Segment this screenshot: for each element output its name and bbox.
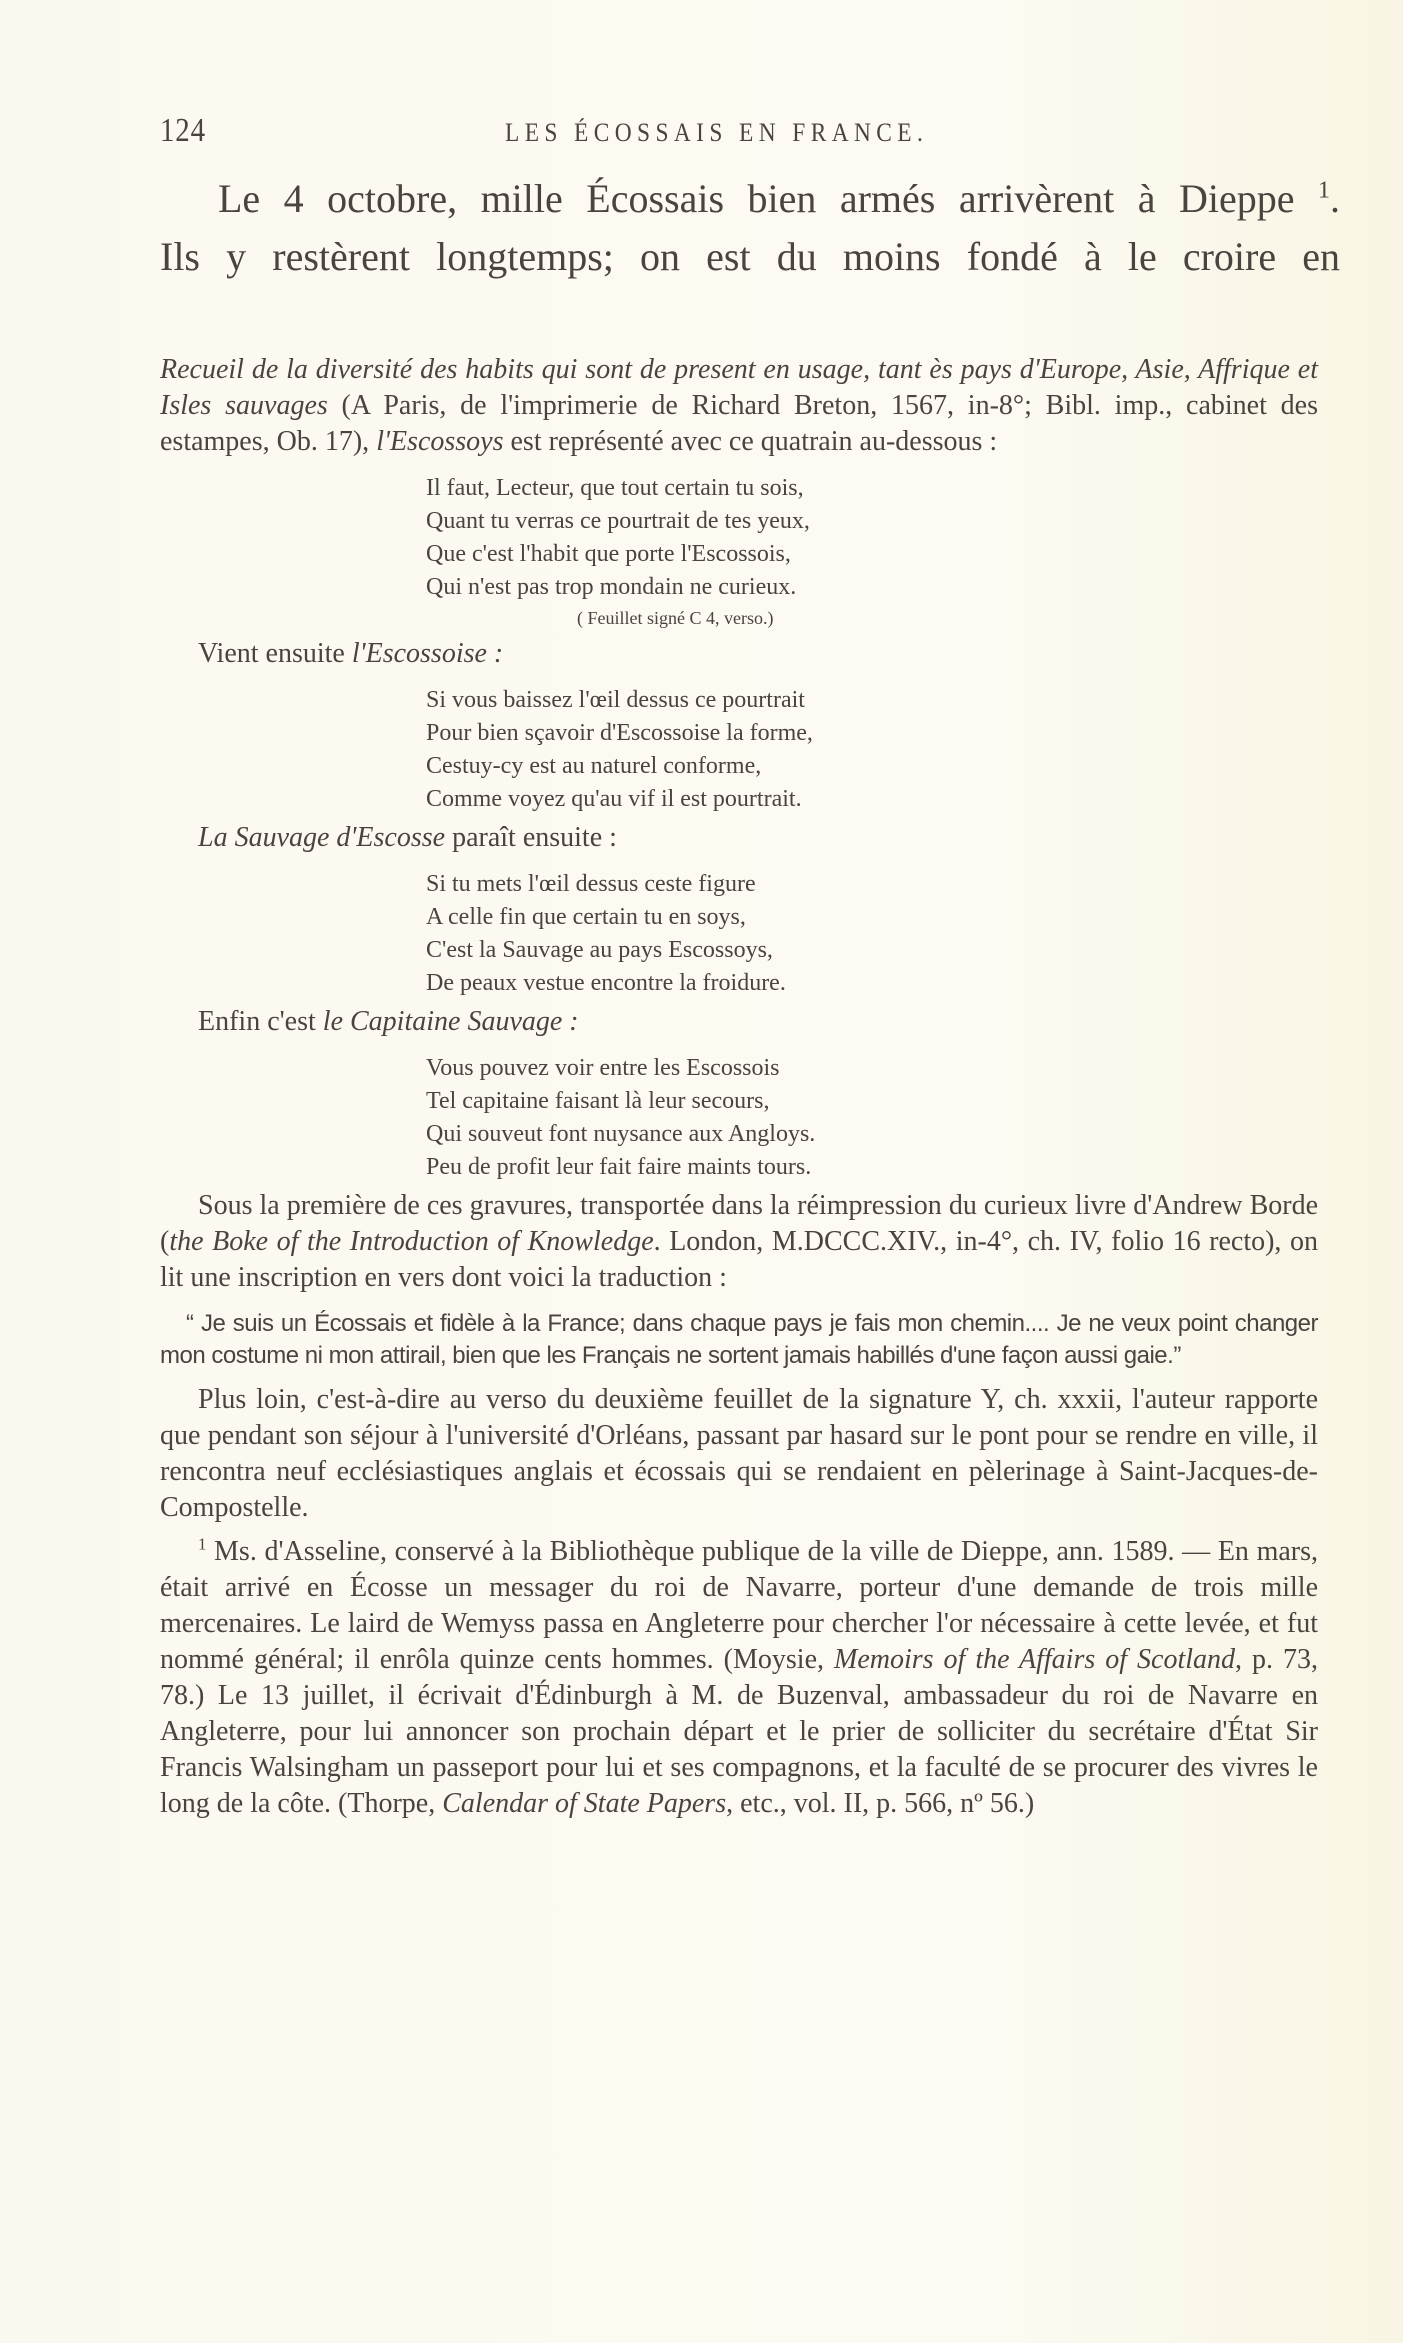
- orleans-paragraph: Plus loin, c'est-à-dire au verso du deuxième feuillet de la signature Y, ch. xxxii, l'auteur rapporte que pendant son séjour à l'université d'Orléans, passant par hasard sur le pont pour se rendre en ville, il rencontra neuf ecclésiastiques anglais et écossais qui se rendaient en pèlerinage à Saint-Jacques-de-Compostelle.: [160, 1384, 1318, 1523]
- verse-line: Quant tu verras ce pourtrait de tes yeux,: [426, 508, 810, 534]
- thorpe-title: Calendar of State Papers: [442, 1788, 727, 1819]
- page-number: 124: [160, 112, 206, 149]
- quatrain-escossoise: [426, 684, 1318, 816]
- verse-line: De peaux vestue encontre la froidure.: [426, 970, 786, 996]
- verse-line: Si vous baissez l'œil dessus ce pourtrait: [426, 687, 805, 713]
- footnote-1: $^1$ Ms. d'Asseline, conservé à la Bibliothèque publique de la ville de Dieppe, ann. 1589. — En mars, était arrivé en Écosse un messager du roi de Navarre, porteur d'une demande de trois mille mercenaires. Le laird de Wemyss passa en Angleterre pour chercher l'or nécessaire à cette levée, et fut nommé général; il enrôla quinze cents hommes. (Moysie, Memoirs of the Affairs of Scotland, p. 73, 78.) Le 13 juillet, il écrivait d'Édinburgh à M. de Buzenval, ambassadeur du roi de Navarre en Angleterre, pour lui annoncer son prochain départ et le prier de solliciter du secrétaire d'État Sir Francis Walsingham un passeport pour lui et ses compagnons, et la faculté de se procurer des vivres le long de la côte. (Thorpe, Calendar of State Papers, etc., vol. II, p. 566, nº 56.): [160, 1534, 1319, 1819]
- moysie-title: Memoirs of the Affairs of Scotland: [834, 1644, 1236, 1675]
- quatrain-sauvage: [426, 868, 1318, 1000]
- quatrain-capitaine: [426, 1052, 1318, 1184]
- verse-line: C'est la Sauvage au pays Escossoys,: [426, 937, 773, 963]
- main-text-line-2: Ils y restèrent longtemps; on est du moins fondé à le croire en: [160, 234, 1340, 279]
- verse-line: Cestuy-cy est au naturel conforme,: [426, 753, 762, 779]
- verse-line: A celle fin que certain tu en soys,: [426, 904, 746, 930]
- verse-line: Si tu mets l'œil dessus ceste figure: [426, 871, 756, 897]
- main-text-line-1: Le 4 octobre, mille Écossais bien armés arrivèrent à Dieppe $^1$.: [218, 176, 1340, 221]
- figure-name: l'Escossoys: [376, 426, 504, 457]
- verse-line: Comme voyez qu'au vif il est pourtrait.: [426, 786, 802, 812]
- borde-book-title: the Boke of the Introduction of Knowledge: [169, 1226, 654, 1257]
- borde-paragraph: Sous la première de ces gravures, transportée dans la réimpression du curieux livre d'Andrew Borde (the Boke of the Introduction of Knowledge. London, M.DCCC.XIV., in-4°, ch. IV, folio 16 recto), on lit une inscription en vers dont voici la traduction :: [160, 1190, 1318, 1293]
- quatrain-escossoys: [426, 472, 1318, 632]
- verse-line: Qui n'est pas trop mondain ne curieux.: [426, 574, 797, 600]
- verse-line: Tel capitaine faisant là leur secours,: [426, 1088, 770, 1114]
- verse-signature: ( Feuillet signé C 4, verso.): [577, 608, 774, 628]
- book-title: Recueil de la diversité des habits qui sont de present en usage, tant ès pays d'Europe, Asie, Affrique et Isles sauvages: [160, 354, 1318, 421]
- verse-line: Peu de profit leur fait faire maints tours.: [426, 1154, 812, 1180]
- verse-line: Que c'est l'habit que porte l'Escossois,: [426, 541, 791, 567]
- footnote-marker: 1: [198, 1534, 207, 1554]
- translation-quote: “ Je suis un Écossais et fidèle à la France; dans chaque pays je fais mon chemin.... Je ne veux point changer mon costume ni mon attirail, bien que les Français ne sortent jamais habillés d'une façon aussi gaie.”: [160, 1310, 1318, 1369]
- running-title: LES ÉCOSSAIS EN FRANCE.: [505, 118, 929, 147]
- footnotes: [160, 352, 1318, 1822]
- footnote-reference: 1: [1318, 177, 1330, 204]
- verse-line: Il faut, Lecteur, que tout certain tu sois,: [426, 475, 804, 501]
- intro-capitaine: Enfin c'est le Capitaine Sauvage :: [198, 1006, 579, 1037]
- footnote-continued-paragraph: Recueil de la diversité des habits qui sont de present en usage, tant ès pays d'Europe, Asie, Affrique et Isles sauvages (A Paris, de l'imprimerie de Richard Breton, 1567, in-8°; Bibl. imp., cabinet des estampes, Ob. 17), l'Escossoys est représenté avec ce quatrain au-dessous :: [160, 354, 1318, 457]
- verse-line: Vous pouvez voir entre les Escossois: [426, 1055, 780, 1081]
- verse-line: Qui souveut font nuysance aux Angloys.: [426, 1121, 816, 1147]
- verse-line: Pour bien sçavoir d'Escossoise la forme,: [426, 720, 813, 746]
- intro-escossoise: Vient ensuite l'Escossoise :: [198, 638, 504, 669]
- intro-sauvage: La Sauvage d'Escosse paraît ensuite :: [198, 822, 617, 853]
- main-text: [160, 170, 1340, 286]
- page-header: [160, 112, 1340, 152]
